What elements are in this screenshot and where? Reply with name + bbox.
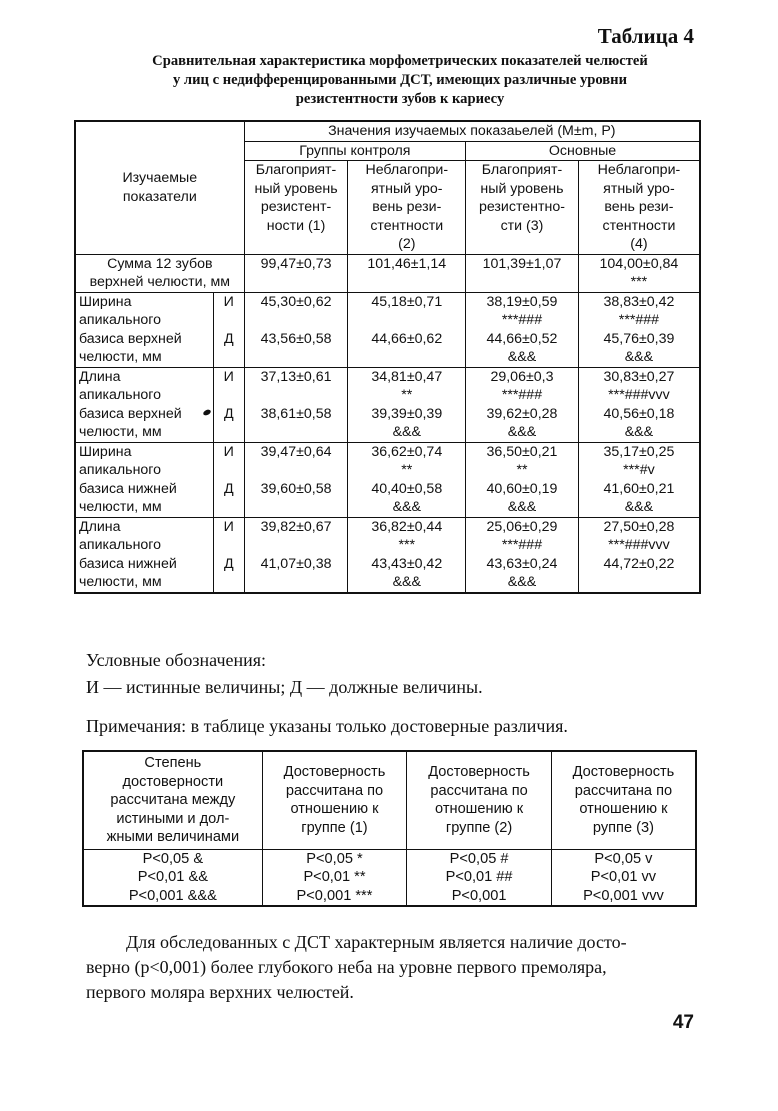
sig-value: Р<0,01 **: [303, 869, 366, 885]
value-line: 41,07±0,38: [260, 555, 332, 572]
table-number: Таблица 4: [597, 24, 694, 48]
sig-header-line: группе (2): [445, 819, 513, 836]
column-header-line: Благоприят-: [481, 162, 563, 178]
sig-value: Р<0,001: [451, 887, 507, 904]
value-line: 40,60±0,19: [486, 480, 558, 497]
value-line: &&&: [507, 349, 537, 365]
paragraph-line: Для обследованных с ДСТ характерным является наличие досто-: [126, 932, 627, 952]
table-caption: [120, 52, 680, 109]
significance-table: [82, 750, 697, 907]
header-row: [75, 121, 700, 141]
value-line: 36,50±0,21: [486, 443, 558, 460]
value-line: 36,62±0,74: [371, 443, 443, 460]
control-group-header: Группы контроля: [244, 141, 465, 161]
value-line: [351, 311, 462, 330]
value-type-cell: [213, 442, 244, 517]
column-header-line: (2): [398, 236, 416, 252]
value-line: &&&: [392, 574, 421, 590]
row-label-line: челюсти, мм: [79, 349, 162, 365]
value-line: ***: [398, 537, 416, 553]
value-line: [248, 348, 345, 367]
value-line: [248, 498, 345, 517]
value-type-cell: [213, 292, 244, 367]
sig-header-line: достоверности: [122, 773, 224, 790]
value-line: **: [516, 462, 528, 478]
value-cell: [348, 254, 466, 292]
value-type-cell: [213, 517, 244, 593]
row-label-line: базиса верхней: [79, 405, 182, 422]
sig-body-row: [83, 849, 696, 906]
value-line: [248, 311, 345, 330]
value-line: [248, 573, 345, 592]
value-line: [248, 423, 345, 442]
sig-header-line: истиными и дол-: [116, 810, 230, 827]
value-line: 43,63±0,24: [486, 555, 558, 572]
value-line: ***#v: [623, 462, 655, 478]
sig-value-cell: [262, 849, 407, 906]
value-cell: [466, 442, 579, 517]
value-line: &&&: [624, 349, 654, 365]
value-cell: [348, 517, 466, 593]
value-type-true: И: [223, 518, 234, 535]
value-line: ***###: [501, 312, 543, 328]
body-paragraph: [86, 930, 698, 1005]
row-label: [75, 292, 213, 367]
column-header: [578, 161, 700, 255]
value-line: ***###: [501, 387, 543, 403]
page-number: 47: [672, 1012, 694, 1033]
value-line: 36,82±0,44: [371, 518, 443, 535]
value-cell: [348, 367, 466, 442]
value-cell: [244, 367, 348, 442]
column-header-line: ный уровень: [480, 180, 564, 197]
column-header-line: вень рези-: [604, 199, 674, 215]
paragraph-line: первого моляра верхних челюстей.: [86, 982, 354, 1002]
sum-row: [75, 254, 700, 292]
sig-header-cell: [407, 751, 552, 849]
sig-value: Р<0,05 *: [306, 850, 363, 867]
column-header-line: Неблагопри-: [597, 162, 681, 178]
row-label-line: Ширина: [79, 443, 132, 460]
row-label-line: апикального: [79, 387, 162, 403]
sig-value: Р<0,001 vvv: [583, 887, 664, 904]
value-line: 41,60±0,21: [603, 480, 675, 497]
value-cell: [466, 292, 579, 367]
row-label-line: базиса нижней: [79, 555, 177, 572]
column-header: [348, 161, 466, 255]
table-row: [75, 292, 700, 367]
value-line: 45,30±0,62: [260, 293, 332, 310]
caption-line: у лиц с недифференцированными ДСТ, имеющих различные уровни: [172, 72, 628, 88]
value-cell: [578, 254, 700, 292]
sig-header-cell: [551, 751, 696, 849]
column-header-line: Благоприят-: [255, 162, 337, 178]
value-line: ***: [630, 274, 648, 290]
table-row: [75, 442, 700, 517]
column-header-line: вень рези-: [372, 199, 442, 215]
value-line: 104,00±0,84: [599, 255, 679, 272]
value-line: ***###vvv: [608, 537, 670, 553]
value-line: &&&: [392, 499, 421, 515]
sig-header-line: отношению к: [579, 801, 668, 818]
value-cell: [244, 517, 348, 593]
value-line: 30,83±0,27: [603, 368, 675, 385]
row-label-line: Сумма 12 зубов: [107, 255, 213, 272]
column-header-line: ятный уро-: [371, 180, 443, 197]
column-header-line: резистент-: [260, 199, 332, 215]
legend-line: И — истинные величины; Д — должные величины.: [86, 677, 483, 697]
column-header-line: сти (3): [500, 217, 544, 234]
value-line: ***###: [501, 537, 543, 553]
row-label-line: апикального: [79, 312, 162, 328]
value-line: 44,72±0,22: [603, 555, 675, 572]
sig-header-line: руппе (3): [592, 819, 654, 836]
value-line: 43,56±0,58: [260, 330, 332, 347]
sig-header-cell: [262, 751, 407, 849]
value-line: &&&: [624, 499, 654, 515]
value-type-required: Д: [223, 480, 234, 497]
value-line: 39,62±0,28: [486, 405, 558, 422]
row-label-line: апикального: [79, 462, 162, 478]
column-header-line: ный уровень: [254, 180, 338, 197]
sig-header-line: Достоверность: [572, 764, 675, 781]
value-line: 34,81±0,47: [371, 368, 443, 385]
value-line: 38,19±0,59: [486, 293, 558, 310]
value-line: 37,13±0,61: [260, 368, 332, 385]
row-label-line: базиса верхней: [79, 330, 182, 347]
value-cell: [348, 442, 466, 517]
value-line: 39,47±0,64: [260, 443, 332, 460]
value-line: 43,43±0,42: [371, 555, 443, 572]
value-cell: [466, 517, 579, 593]
value-line: [248, 461, 345, 480]
row-label: [75, 367, 213, 442]
row-label-line: Длина: [79, 518, 121, 535]
value-line: 25,06±0,29: [486, 518, 558, 535]
column-header-line: (4): [630, 236, 648, 252]
paragraph-line: верно (р<0,001) более глубокого неба на уровне первого премоляра,: [86, 957, 607, 977]
row-label-line: базиса нижней: [79, 480, 177, 497]
value-line: ***###vvv: [608, 387, 670, 403]
value-line: 40,56±0,18: [603, 405, 675, 422]
value-line: 99,47±0,73: [260, 255, 332, 272]
values-header: Значения изучаемых показаьелей (М±m, Р): [244, 121, 700, 141]
value-line: &&&: [392, 424, 421, 440]
value-line: 45,18±0,71: [371, 293, 443, 310]
value-type-true: И: [223, 368, 234, 385]
column-header-line: резистентно-: [478, 199, 565, 215]
sig-header-line: рассчитана между: [110, 792, 236, 808]
value-line: [582, 573, 696, 592]
value-line: 40,40±0,58: [371, 480, 443, 497]
morphometric-table: [74, 120, 701, 594]
column-header: [244, 161, 348, 255]
column-header-line: ности (1): [266, 217, 326, 234]
sig-value: Р<0,05 #: [449, 850, 509, 867]
row-label: [75, 254, 244, 292]
legend-title: Условные обозначения:: [86, 650, 267, 670]
value-type-cell: [213, 367, 244, 442]
sig-header-line: рассчитана по: [574, 782, 673, 799]
caption-line: резистентности зубов к кариесу: [295, 91, 505, 107]
value-type-required: Д: [223, 555, 234, 572]
value-cell: [466, 254, 579, 292]
value-cell: [244, 292, 348, 367]
sig-header-line: Достоверность: [428, 764, 530, 781]
value-line: 38,83±0,42: [603, 293, 675, 310]
value-type-required: Д: [223, 330, 234, 347]
value-line: 39,39±0,39: [371, 405, 443, 422]
sig-header-row: [83, 751, 696, 849]
column-header-line: стентности: [602, 217, 676, 234]
row-label-line: Длина: [79, 368, 121, 385]
sig-value-cell: [407, 849, 552, 906]
value-cell: [244, 442, 348, 517]
sig-header-line: группе (1): [301, 819, 368, 836]
row-label: [75, 442, 213, 517]
table-row: [75, 367, 700, 442]
value-line: 44,66±0,52: [486, 330, 558, 347]
sig-value-cell: [551, 849, 696, 906]
row-label-line: апикального: [79, 537, 162, 553]
value-type-required: Д: [223, 405, 234, 422]
row-label: [75, 517, 213, 593]
column-header-line: ятный уро-: [603, 180, 675, 197]
value-line: 101,39±1,07: [482, 255, 562, 272]
sig-header-line: отношению к: [435, 801, 524, 818]
value-line: **: [401, 462, 413, 478]
header-text: показатели: [122, 188, 197, 205]
row-label-line: Ширина: [79, 293, 132, 310]
value-line: &&&: [624, 424, 654, 440]
table-row: [75, 517, 700, 593]
value-cell: [578, 367, 700, 442]
sig-value: Р<0,05 v: [594, 850, 653, 867]
value-cell: [244, 254, 348, 292]
value-line: 39,60±0,58: [260, 480, 332, 497]
main-group-header: Основные: [466, 141, 700, 161]
sig-header-line: Степень: [144, 755, 202, 771]
sig-value: Р<0,001 ***: [296, 887, 373, 904]
note-text: Примечания: в таблице указаны только достоверные различия.: [86, 716, 568, 736]
caption-line: Сравнительная характеристика морфометрических показателей челюстей: [152, 53, 648, 69]
value-line: &&&: [507, 574, 537, 590]
value-line: ***###: [618, 312, 660, 328]
spacer: [214, 461, 244, 480]
value-line: [248, 536, 345, 555]
sig-header-line: отношению к: [290, 801, 379, 818]
value-line: [351, 348, 462, 367]
value-line: 38,61±0,58: [260, 405, 332, 422]
row-label-line: челюсти, мм: [79, 424, 162, 440]
sig-header-cell: [83, 751, 262, 849]
value-line: &&&: [507, 499, 537, 515]
sig-header-line: Достоверность: [283, 764, 386, 781]
value-line: [248, 386, 345, 405]
spacer: [214, 536, 244, 555]
value-line: 44,66±0,62: [371, 330, 443, 347]
column-header-line: стентности: [370, 217, 444, 234]
row-label-line: челюсти, мм: [79, 574, 162, 590]
value-line: &&&: [507, 424, 537, 440]
value-line: 27,50±0,28: [603, 518, 675, 535]
sig-value: Р<0,01 vv: [590, 869, 657, 885]
row-label-line: верхней челюсти, мм: [89, 274, 230, 290]
header-text: Изучаемые: [122, 170, 198, 187]
value-line: 35,17±0,25: [603, 443, 675, 460]
value-cell: [578, 517, 700, 593]
sig-value: Р<0,01 ##: [445, 869, 513, 885]
value-cell: [466, 367, 579, 442]
column-header: [466, 161, 579, 255]
value-line: 29,06±0,3: [490, 368, 554, 385]
sig-value: Р<0,001 &&&: [128, 887, 217, 904]
sig-value-cell: [83, 849, 262, 906]
value-cell: [578, 292, 700, 367]
value-line: **: [401, 387, 413, 403]
value-type-true: И: [223, 443, 234, 460]
row-label-line: челюсти, мм: [79, 499, 162, 515]
spacer: [214, 311, 244, 330]
value-type-true: И: [223, 293, 234, 310]
sig-header-line: жными величинами: [106, 829, 240, 845]
value-line: 39,82±0,67: [260, 518, 332, 535]
sig-header-line: рассчитана по: [430, 782, 528, 799]
spacer: [214, 386, 244, 405]
sig-value: Р<0,05 &: [142, 850, 204, 867]
column-header-line: Неблагопри-: [365, 162, 449, 178]
value-line: 45,76±0,39: [603, 330, 675, 347]
indicators-header: [75, 121, 244, 254]
value-cell: [348, 292, 466, 367]
sig-value: Р<0,01 &&: [137, 869, 208, 885]
sig-header-line: рассчитана по: [285, 782, 384, 799]
value-line: 101,46±1,14: [367, 255, 447, 272]
value-cell: [578, 442, 700, 517]
